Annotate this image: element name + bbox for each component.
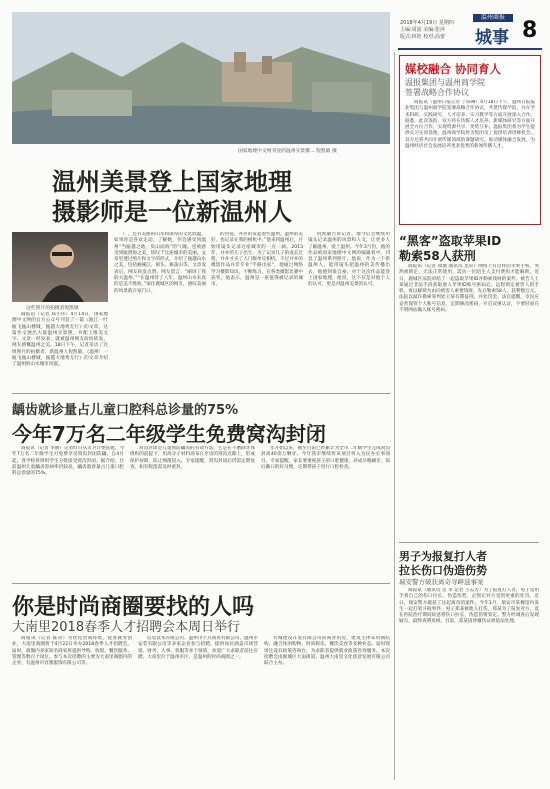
article1-col3 bbox=[211, 232, 303, 390]
article1-col4 bbox=[308, 232, 390, 390]
column-divider bbox=[394, 52, 395, 780]
article3-col2-text: 信息技术有限公司、温州市宇点商贸有限公司、温州市安装有限公司等多家企业参与招聘，提供岗位涵盖市场营销、财务、人事、客服等多个领域，欢迎广大求职者前往应聘。大南里位于温州市区，是温州的时尚商圈之一。 bbox=[138, 636, 258, 660]
paper-logo: 温州商报 bbox=[473, 14, 513, 22]
scenery-photo-caption: 国家地理中文网刊登的温州实景摄... 倪凯敏 摄 bbox=[238, 149, 337, 154]
editor-line: 主编:周波 美编:张萍 bbox=[400, 27, 445, 33]
sidebar2-body-text: 商报讯（记者 项驰 通讯员 龙轩）网络上有这样的苹果手机，突然被锁定，无法正常使用，需向一位陌生人支付费用才能解锁。近日，鹿城区法院审结了一起盗取苹果ID并勒索钱财的案件。被告人王某通过非法手段获取他人苹果ID账号密码后，远程锁定被害人的手机，再以解锁为由向被害人索要钱财，先后勒索58人，获利数万元。法院以敲诈勒索罪判处王某有期徒刑，并处罚金。法官提醒，市民应妥善保管个人账号信息，定期修改密码，开启双重认证，不要轻易在不明网站输入账号密码。 bbox=[399, 264, 539, 314]
sidebar1-subtitle2: 签署战略合作协议 bbox=[405, 88, 469, 97]
divider bbox=[12, 393, 390, 394]
article2-col2 bbox=[130, 446, 255, 576]
article1-col4-text: 倪凯敏告诉记者，他今后会继续用镜头记录温州的风景和人文，让更多人了解温州、爱上温州。今年3月份，他的作品被国家地理中文网的编辑看中，刊登了温州系列照片。他说，作为一个新温州人，能用镜头把温州的美传播出去，他感到很自豪。对于这次作品能登上国家地理，他说，这不仅是对他个人的认可，更是对温州美景的认可。 bbox=[308, 232, 390, 288]
article2-col3 bbox=[261, 446, 390, 576]
page-number: 8 bbox=[522, 18, 538, 43]
sidebar1-box bbox=[399, 55, 541, 225]
photographer-portrait bbox=[12, 232, 108, 302]
article3-title: 你是时尚商圈要找的人吗 bbox=[12, 595, 255, 620]
section-title: 城事 bbox=[475, 28, 509, 48]
divider bbox=[12, 583, 390, 584]
sidebar3-body bbox=[399, 588, 539, 778]
article1-col2-text: 厂，还有美丽的山水和深厚的文化底蕴。如果你是喜欢走动、了解她，你会感受到温州“当瓯越之地，负山面海”的气魄。也被感受到瓯潜海之美，惊叹于这座城市的美丽。文章里透过照片和文字的形式，介绍了瓯越山水之美，包括楠溪江、洞头、雁荡山等。文章发表后，网友转发点赞。网友留言：“刷屏了我的大温州。”“在温州待了八年，温州山水未真的是美不胜收。”家住鹿城区的网友，感叹美丽的风景就在家门口。 bbox=[114, 232, 206, 294]
article3-subtitle: 大南里2018春季人才招聘会本周日举行 bbox=[12, 620, 241, 635]
masthead-rule bbox=[398, 48, 542, 50]
article2-kicker: 龋齿就诊量占儿童口腔科总诊量的75% bbox=[12, 403, 239, 418]
article3-col3-text: 名城建设开发有限公司的商业用房，建筑主体采用钢结构，融合休闲购物、时尚娱乐、餐饮美食等多种业态。届时现场还设有政策咨询台，为求职者提供就业政策咨询服务。本次招聘会由鹿城区大南街道、温州大南里文化创意发展有限公司联合主办。 bbox=[264, 636, 390, 667]
sidebar1-body bbox=[405, 100, 535, 220]
article1-title-line1: 温州美景登上国家地理 bbox=[52, 168, 292, 196]
sidebar3-body-text: 商报讯（通讯员 吴 李 记者 王志芳）为了报复打人者，男子竟用手将自己的伤口拉长，伪造伤势，企图让对方受到更重的处罚。近日，瑞安警方破获了这起离奇的案件。今年3月，瑞安市某餐馆内发生一起打架斗殴事件，男子郑某被他人打伤，郑某为了报复对方，竟在医院治疗期间故意将伤口拉长，伪造伤情鉴定。警方经调查后发现疑点，最终查明真相。目前，郑某因涉嫌伪证被依法处理。 bbox=[399, 588, 539, 625]
sidebar1-body-text: 商报讯（温州日报记者 丁陈琳）4月18日下午，温州日报报业集团与温州商学院签署战略合作协议，共建传媒学院，并在学术科研、实践研究、人才培养、实习教学等方面开展深入合作。据悉，此次签约，双方将在传媒人才培养、新媒体研究等方面开展全方位合作，实现资源共享、优势互补。温报集团将为学生提供实习实训基地，温州商学院将为集团员工提供培训进修机会。双方还将共同开展传媒领域的课题研究，推动媒体融合发展，为温州经济社会发展培养更多优秀的新闻传播人才。 bbox=[405, 100, 535, 150]
sidebar3-title-line1: 男子为报复打人者 bbox=[399, 550, 487, 563]
proof-line: 版式:林艳 校对:高蕾 bbox=[400, 34, 445, 40]
article1-col2 bbox=[114, 232, 206, 390]
article2-col1 bbox=[12, 446, 124, 576]
article1-col1-text: 商报讯（记者 郑小伟）4月14日，国家地理中文网的官方公众号刊登了一篇《瓯江一叶瓯飞瓯山楼城，瓯越大地秀无行》的文章，这篇作文展出大量温州实景照，并配上唯美文字。文章一经发表，就被温州网友纷纷转发。网友感慨温州之美。18日下午，记者采访了这组照片的拍摄者，新温州人倪凯敏。《温州！一瓯飞瓯山楼城，瓯越大地秀无行》的文章介绍了温州的山水城市风貌。 bbox=[12, 312, 108, 368]
article3-col1 bbox=[12, 636, 132, 778]
sidebar3-title-line2: 拉长伤口伪造伤势 bbox=[399, 564, 487, 577]
sidebar1-title: 媒校融合 协同育人 bbox=[405, 62, 502, 76]
masthead bbox=[400, 12, 540, 46]
article2-col3-text: 年开始以来，截至目前已经累计为全市二年级学生完成窝沟封闭40余万颗牙。今年我市继续将该项目列入为民办实事项目。专家提醒，家长要重视孩子的口腔健康，养成早晚刷牙、饭后漱口的好习惯，定期带孩子进行口腔检查。 bbox=[261, 446, 390, 470]
scenery-photo bbox=[12, 12, 390, 144]
article1-col3-text: 的热爱，并并的发起着些温州。温州的美好，也记录在我的相机中。”他来到温州后，开始用镜头记录这座城市的一点一滴。2013年，并并的儿子出生，为了记录儿子的成长过程，并并才买了人门级单反相机。不过并并的摄影作品并非专业“半路出家”，他通过网络学习摄影知识，不断练习，在各类摄影比赛中获奖。他表示，温州是一座值得被记录的城市。 bbox=[211, 232, 303, 288]
sidebar2-body bbox=[399, 264, 539, 536]
sidebar3-subtitle: 瑞安警方破获离奇寻衅滋事案 bbox=[399, 578, 484, 586]
sidebar1-subtitle1: 温报集团与温州商学院 bbox=[405, 78, 485, 87]
article2-col1-text: 商报讯（记者 李晓）记者昨日从市卫计委获悉，今年7万名二年级学生可免费享受窝沟封闭防龋，自4月起，各学校将组织学生分批接受窝沟封闭。据介绍，目前温州儿童龋齿患病率仍较高，龋齿就诊量占儿童口腔科总诊量的75%。 bbox=[12, 446, 124, 477]
sidebar2-title-line1: “黑客”盗取苹果ID bbox=[399, 234, 502, 248]
article3-col1-text: 商报讯（记者 陈崇）为优化营商环境，促进就业创业，大南里商圈将于4月22日举办2018春季人才招聘会。届时，商圈内多家知名商家将提供导购、收银、餐饮服务、管理等数百个岗位。参与本次招聘的主要为大南里商圈内的企业，有温州市容雅服饰有限公司等。 bbox=[12, 636, 132, 667]
article2-col2-text: 窝沟封闭是儿童预防龋齿的有效方法，它是在不磨除牙体组织的前提下，用高分子材料涂布在牙齿的窝沟点隙上，形成保护屏障，防止细菌侵入。专家提醒，窝沟封闭后仍需定期复查，如有脱落需及时重封。 bbox=[130, 446, 255, 470]
article1-title-line2: 摄影师是一位新温州人 bbox=[52, 198, 292, 226]
portrait-caption: 这些照片的拍摄者倪凯敏 bbox=[26, 306, 79, 311]
city-landscape-graphic bbox=[12, 12, 390, 144]
portrait-figure-graphic bbox=[12, 232, 108, 302]
sidebar2-title-line2: 勒索58人获刑 bbox=[399, 249, 476, 263]
divider bbox=[399, 542, 539, 543]
article1-col1 bbox=[12, 312, 108, 390]
article3-col2 bbox=[138, 636, 258, 778]
article3-col3 bbox=[264, 636, 390, 778]
date-line: 2018年4月19日 星期四 bbox=[400, 20, 454, 26]
article2-title: 今年7万名二年级学生免费窝沟封闭 bbox=[12, 422, 326, 446]
